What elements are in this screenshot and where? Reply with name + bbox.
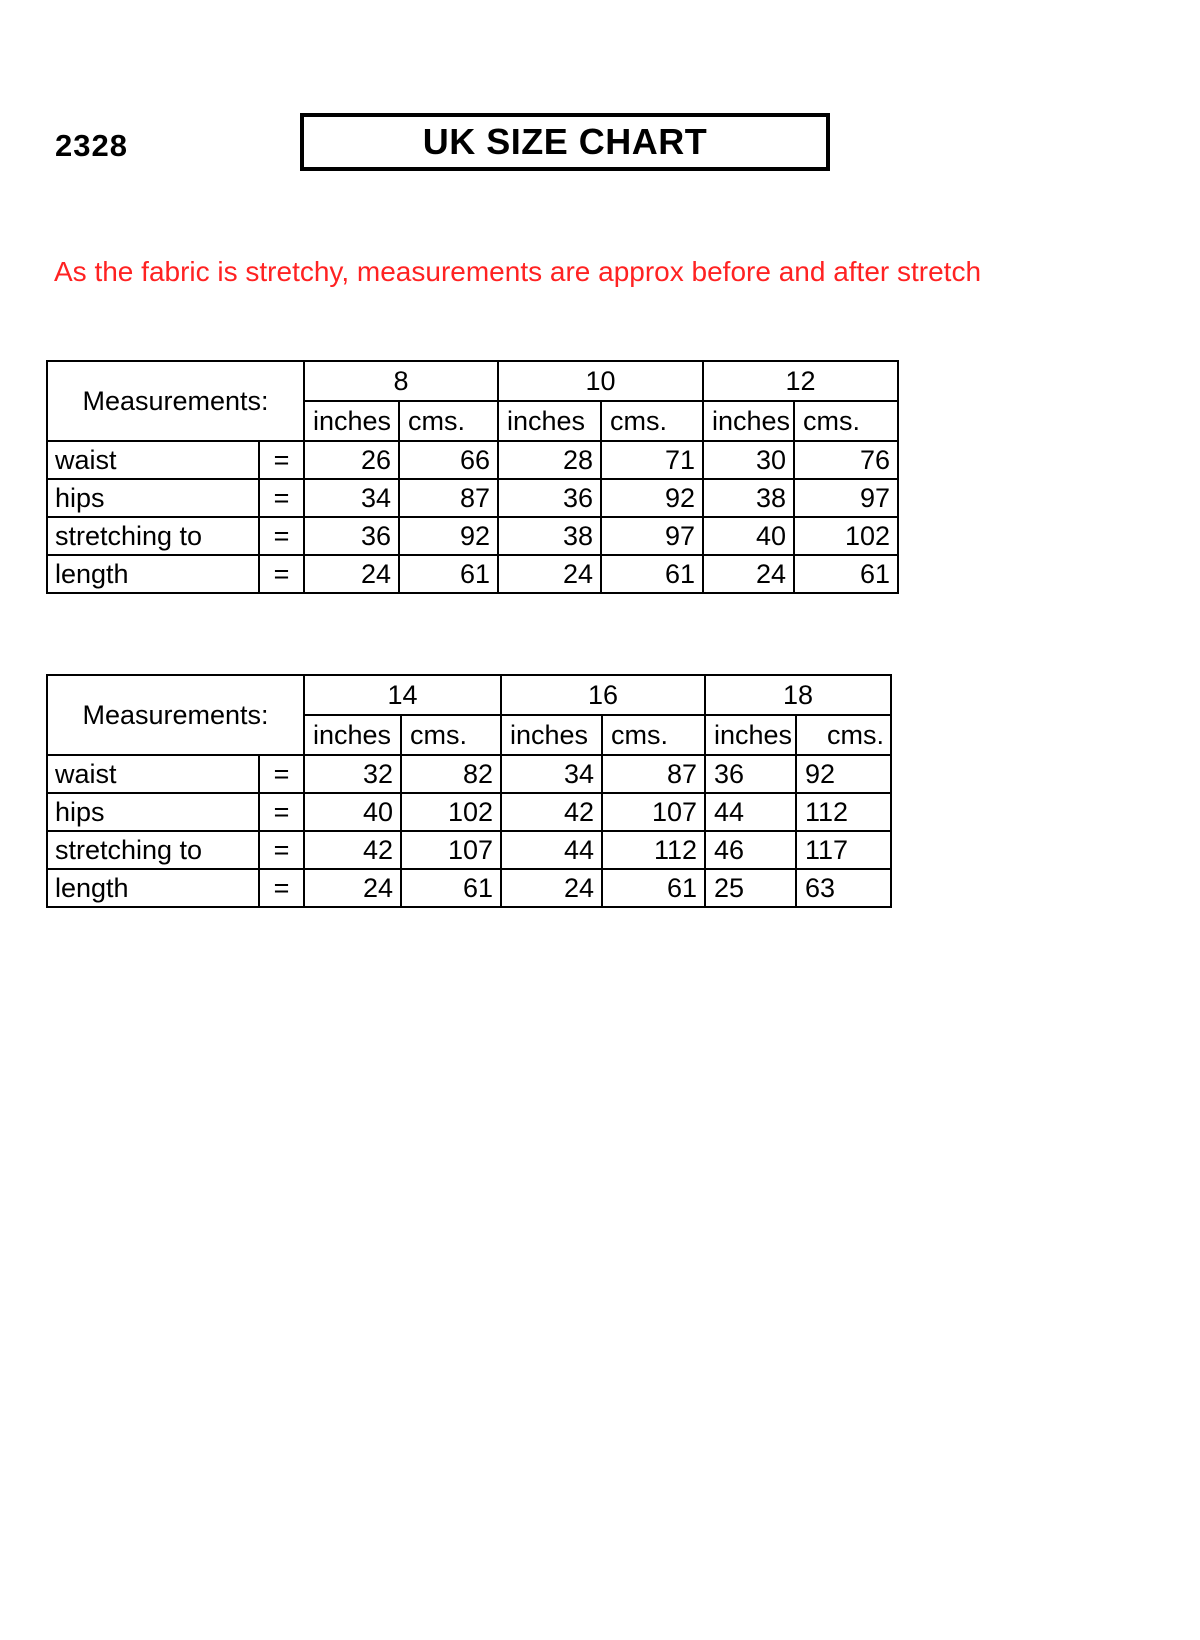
measurement-label: waist [47, 755, 259, 793]
measurement-value: 76 [794, 441, 898, 479]
table-row [47, 479, 898, 517]
equals-sign: = [259, 755, 304, 793]
size-table-14-16-18 [46, 674, 892, 908]
measurement-value: 112 [602, 831, 705, 869]
unit-header: cms. [794, 401, 898, 441]
table-row [47, 555, 898, 593]
measurement-value: 24 [501, 869, 602, 907]
table-row [47, 793, 891, 831]
size-8-header: 8 [304, 361, 498, 401]
measurement-value: 42 [501, 793, 602, 831]
measurement-value: 46 [705, 831, 796, 869]
measurement-value: 66 [399, 441, 498, 479]
equals-sign: = [259, 831, 304, 869]
measurement-value: 36 [498, 479, 601, 517]
table-row [47, 831, 891, 869]
measurement-value: 97 [794, 479, 898, 517]
measurement-value: 117 [796, 831, 891, 869]
measurement-value: 40 [703, 517, 794, 555]
measurement-value: 24 [304, 555, 399, 593]
unit-header: cms. [401, 715, 501, 755]
measurement-value: 87 [399, 479, 498, 517]
measurement-value: 82 [401, 755, 501, 793]
style-code-label: 2328 [55, 128, 128, 163]
measurement-label: stretching to [47, 831, 259, 869]
measurement-value: 34 [304, 479, 399, 517]
table-row [47, 517, 898, 555]
measurement-value: 44 [501, 831, 602, 869]
unit-header: cms. [602, 715, 705, 755]
unit-header: inches [304, 401, 399, 441]
measurement-value: 36 [304, 517, 399, 555]
measurement-label: hips [47, 479, 259, 517]
measurement-label: waist [47, 441, 259, 479]
size-12-header: 12 [703, 361, 898, 401]
measurement-value: 34 [501, 755, 602, 793]
measurement-value: 102 [401, 793, 501, 831]
measurement-label: length [47, 555, 259, 593]
measurement-value: 107 [602, 793, 705, 831]
measurement-value: 61 [794, 555, 898, 593]
measurement-value: 24 [498, 555, 601, 593]
measurement-value: 92 [796, 755, 891, 793]
measurement-value: 32 [304, 755, 401, 793]
measurement-value: 28 [498, 441, 601, 479]
size-18-header: 18 [705, 675, 891, 715]
measurement-value: 44 [705, 793, 796, 831]
measurement-value: 87 [602, 755, 705, 793]
measurement-value: 61 [602, 869, 705, 907]
measurement-value: 30 [703, 441, 794, 479]
measurement-value: 107 [401, 831, 501, 869]
measurement-label: stretching to [47, 517, 259, 555]
unit-header: cms. [399, 401, 498, 441]
measurement-value: 102 [794, 517, 898, 555]
unit-header: cms. [601, 401, 703, 441]
size-10-header: 10 [498, 361, 703, 401]
size-table-8-10-12 [46, 360, 899, 594]
measurement-value: 24 [304, 869, 401, 907]
equals-sign: = [259, 517, 304, 555]
measurement-value: 63 [796, 869, 891, 907]
unit-header: inches [501, 715, 602, 755]
equals-sign: = [259, 441, 304, 479]
unit-header: inches [498, 401, 601, 441]
measurement-value: 97 [601, 517, 703, 555]
measurements-header-cell: Measurements: [47, 361, 304, 441]
equals-sign: = [259, 869, 304, 907]
table-row [47, 755, 891, 793]
measurement-value: 38 [703, 479, 794, 517]
stretch-note: As the fabric is stretchy, measurements are approx before and after stretch [54, 256, 982, 287]
page-title: UK SIZE CHART [422, 121, 708, 162]
unit-header: inches [705, 715, 796, 755]
measurement-value: 38 [498, 517, 601, 555]
unit-header: cms. [796, 715, 891, 755]
unit-header: inches [304, 715, 401, 755]
measurement-value: 24 [703, 555, 794, 593]
size-16-header: 16 [501, 675, 705, 715]
measurement-value: 112 [796, 793, 891, 831]
measurement-value: 92 [399, 517, 498, 555]
equals-sign: = [259, 555, 304, 593]
unit-header: inches [703, 401, 794, 441]
title-box [300, 113, 830, 171]
measurement-value: 92 [601, 479, 703, 517]
measurements-header-cell: Measurements: [47, 675, 304, 755]
measurement-label: length [47, 869, 259, 907]
measurement-value: 61 [399, 555, 498, 593]
measurement-value: 25 [705, 869, 796, 907]
equals-sign: = [259, 479, 304, 517]
measurement-value: 61 [601, 555, 703, 593]
measurement-value: 26 [304, 441, 399, 479]
table-row [47, 441, 898, 479]
measurement-value: 71 [601, 441, 703, 479]
measurement-value: 36 [705, 755, 796, 793]
measurement-value: 42 [304, 831, 401, 869]
measurement-value: 40 [304, 793, 401, 831]
table-row [47, 869, 891, 907]
measurement-value: 61 [401, 869, 501, 907]
size-14-header: 14 [304, 675, 501, 715]
equals-sign: = [259, 793, 304, 831]
measurement-label: hips [47, 793, 259, 831]
